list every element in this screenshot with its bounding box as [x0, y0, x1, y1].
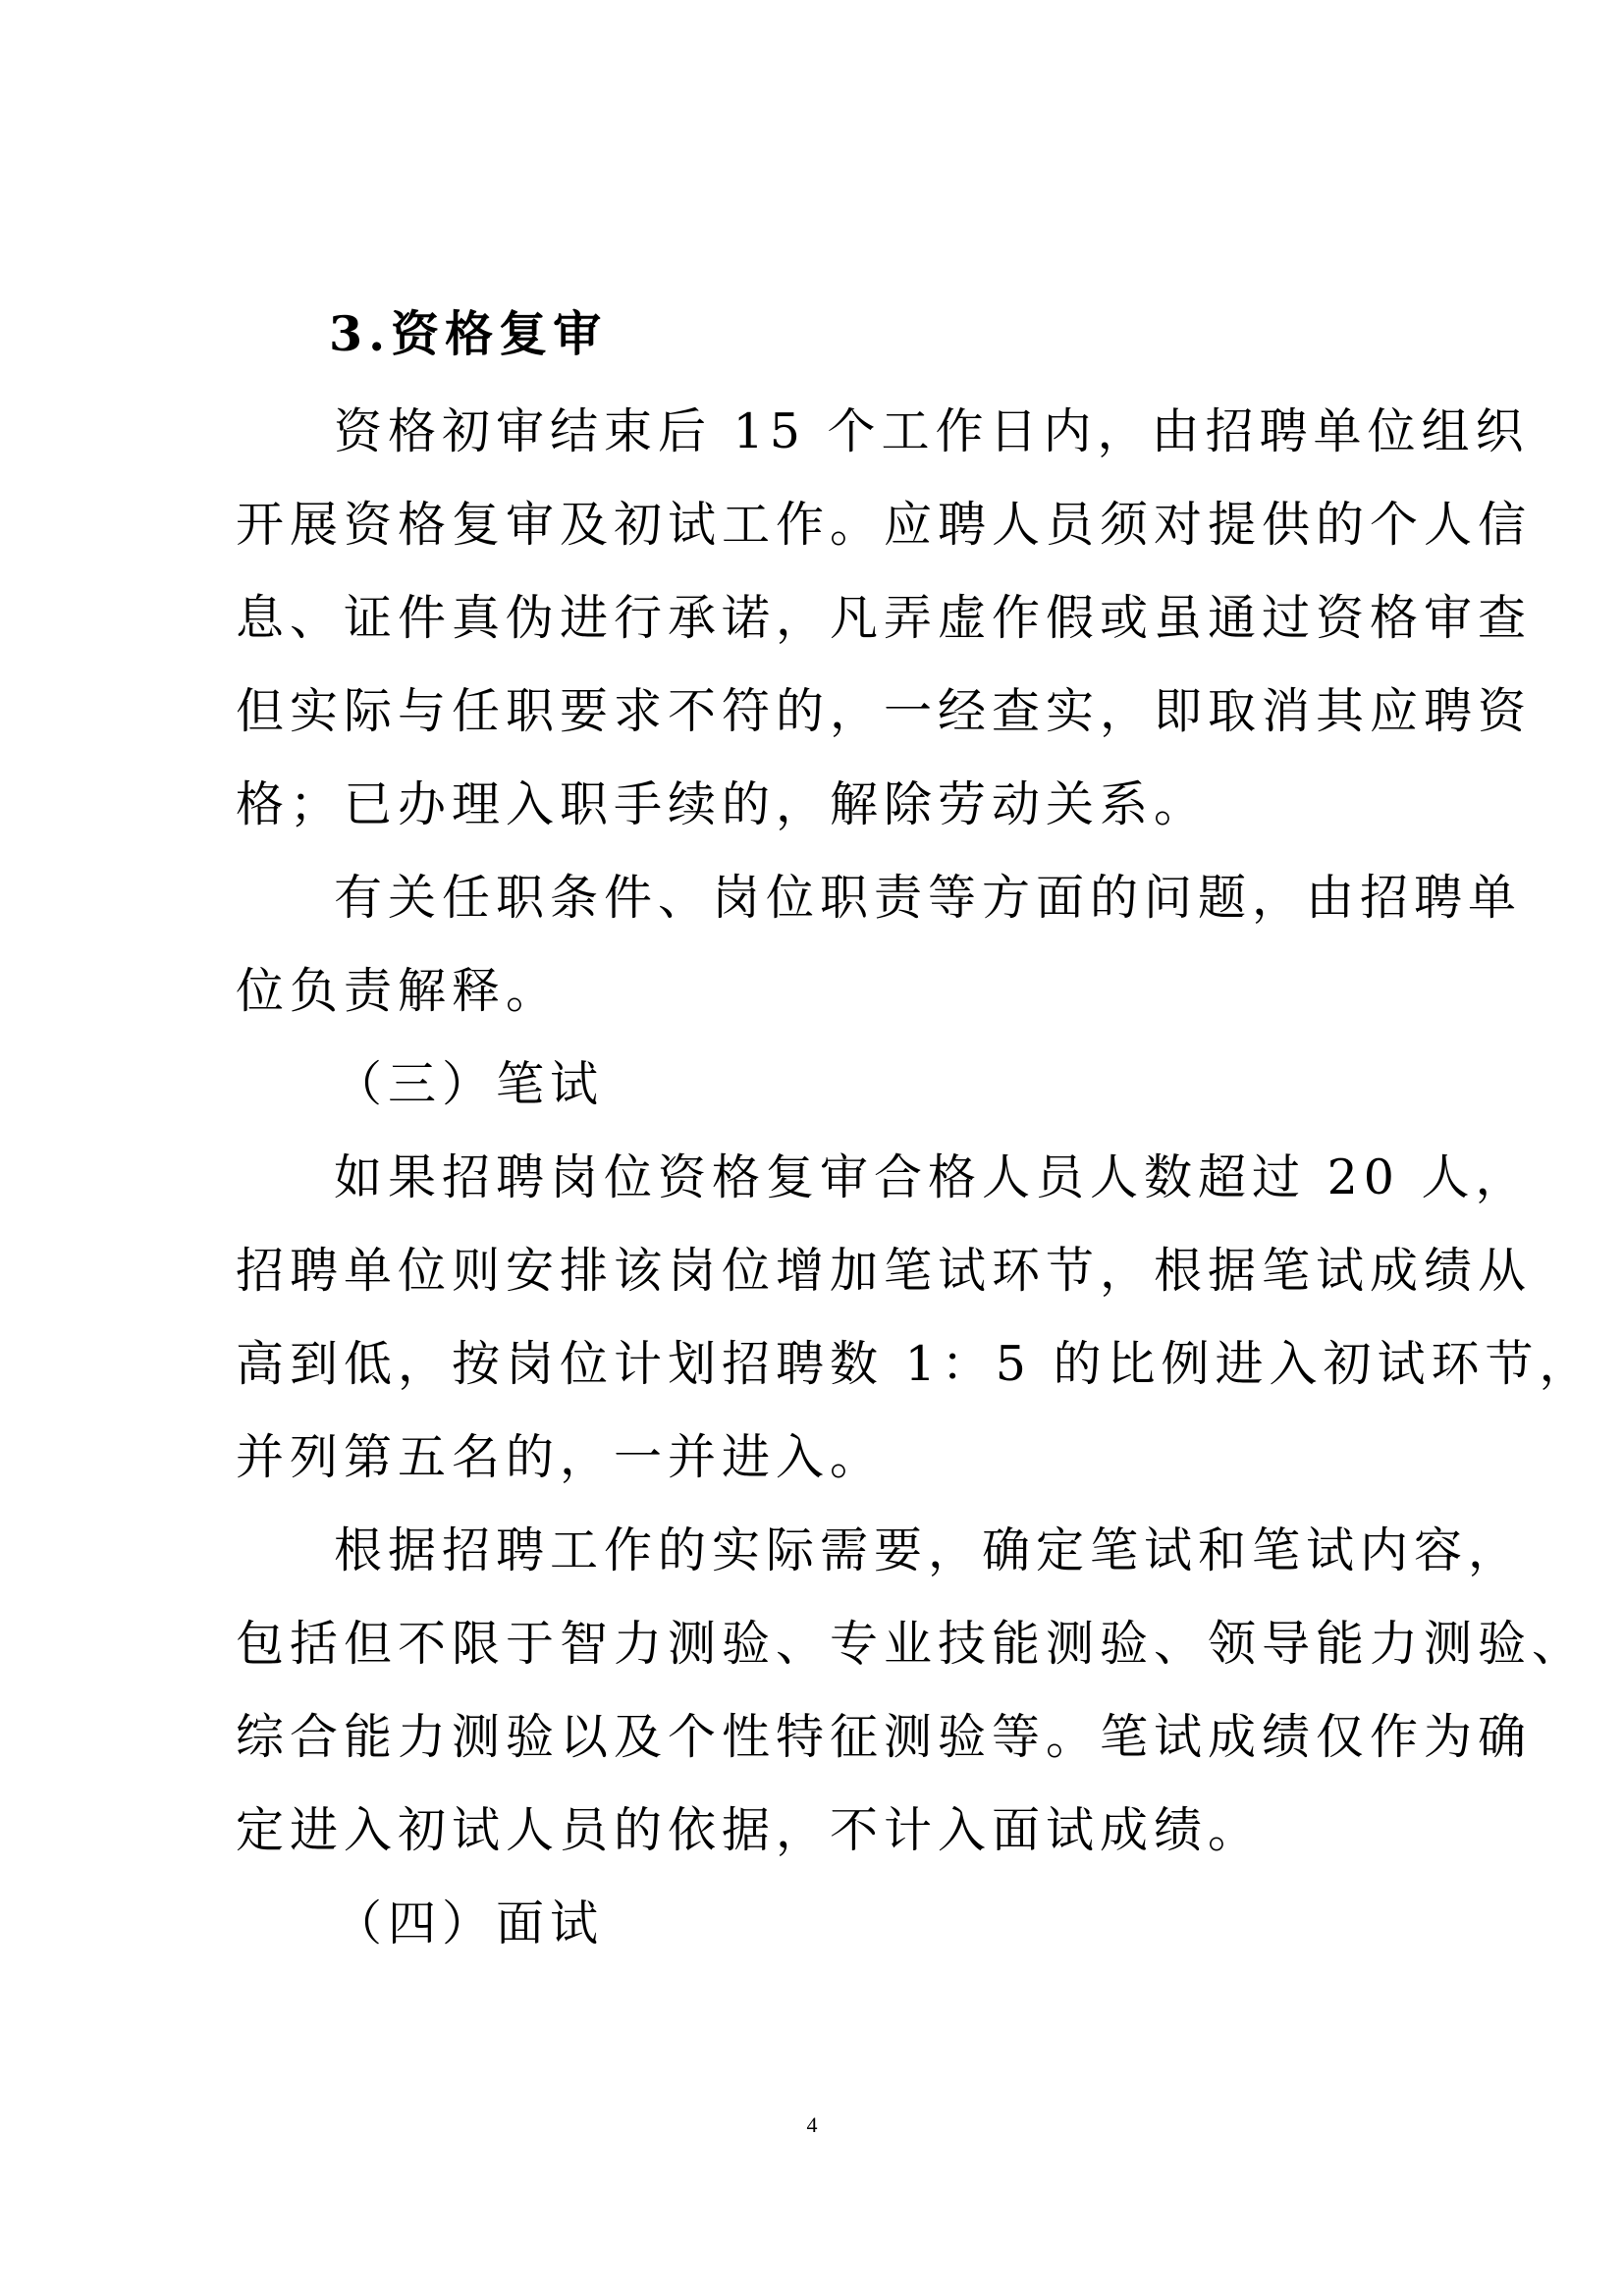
paragraph-line: 包括但不限于智力测验、专业技能测验、领导能力测验、: [236, 1616, 1587, 1672]
section-heading-qualification-review: 3.资格复审: [329, 305, 608, 362]
section-heading-written-test: （三）笔试: [334, 1056, 605, 1112]
paragraph-line: 综合能力测验以及个性特征测验等。笔试成绩仅作为确: [236, 1709, 1533, 1765]
paragraph-line: 但实际与任职要求不符的，一经查实，即取消其应聘资: [236, 683, 1533, 739]
paragraph-line: 位负责解释。: [236, 963, 561, 1019]
paragraph-line: 格；已办理入职手续的，解除劳动关系。: [236, 776, 1209, 832]
paragraph-line: 如果招聘岗位资格复审合格人员人数超过 20 人，: [334, 1149, 1530, 1205]
paragraph-line: 有关任职条件、岗位职责等方面的问题，由招聘单: [334, 870, 1523, 926]
paragraph-line: 开展资格复审及初试工作。应聘人员须对提供的个人信: [236, 497, 1533, 553]
paragraph-line: 资格初审结束后 15 个工作日内，由招聘单位组织: [334, 403, 1530, 459]
paragraph-line: 根据招聘工作的实际需要，确定笔试和笔试内容，: [334, 1522, 1523, 1578]
paragraph-line: 并列第五名的，一并进入。: [236, 1429, 885, 1485]
paragraph-line: 招聘单位则安排该岗位增加笔试环节，根据笔试成绩从: [236, 1243, 1533, 1299]
paragraph-line: 高到低，按岗位计划招聘数 1：5 的比例进入初试环节，: [236, 1336, 1594, 1392]
paragraph-line: 息、证件真伪进行承诺，凡弄虚作假或虽通过资格审查: [236, 590, 1533, 646]
page-number: 4: [806, 2112, 818, 2137]
paragraph-line: 定进入初试人员的依据，不计入面试成绩。: [236, 1802, 1263, 1858]
section-heading-interview: （四）面试: [334, 1896, 605, 1951]
